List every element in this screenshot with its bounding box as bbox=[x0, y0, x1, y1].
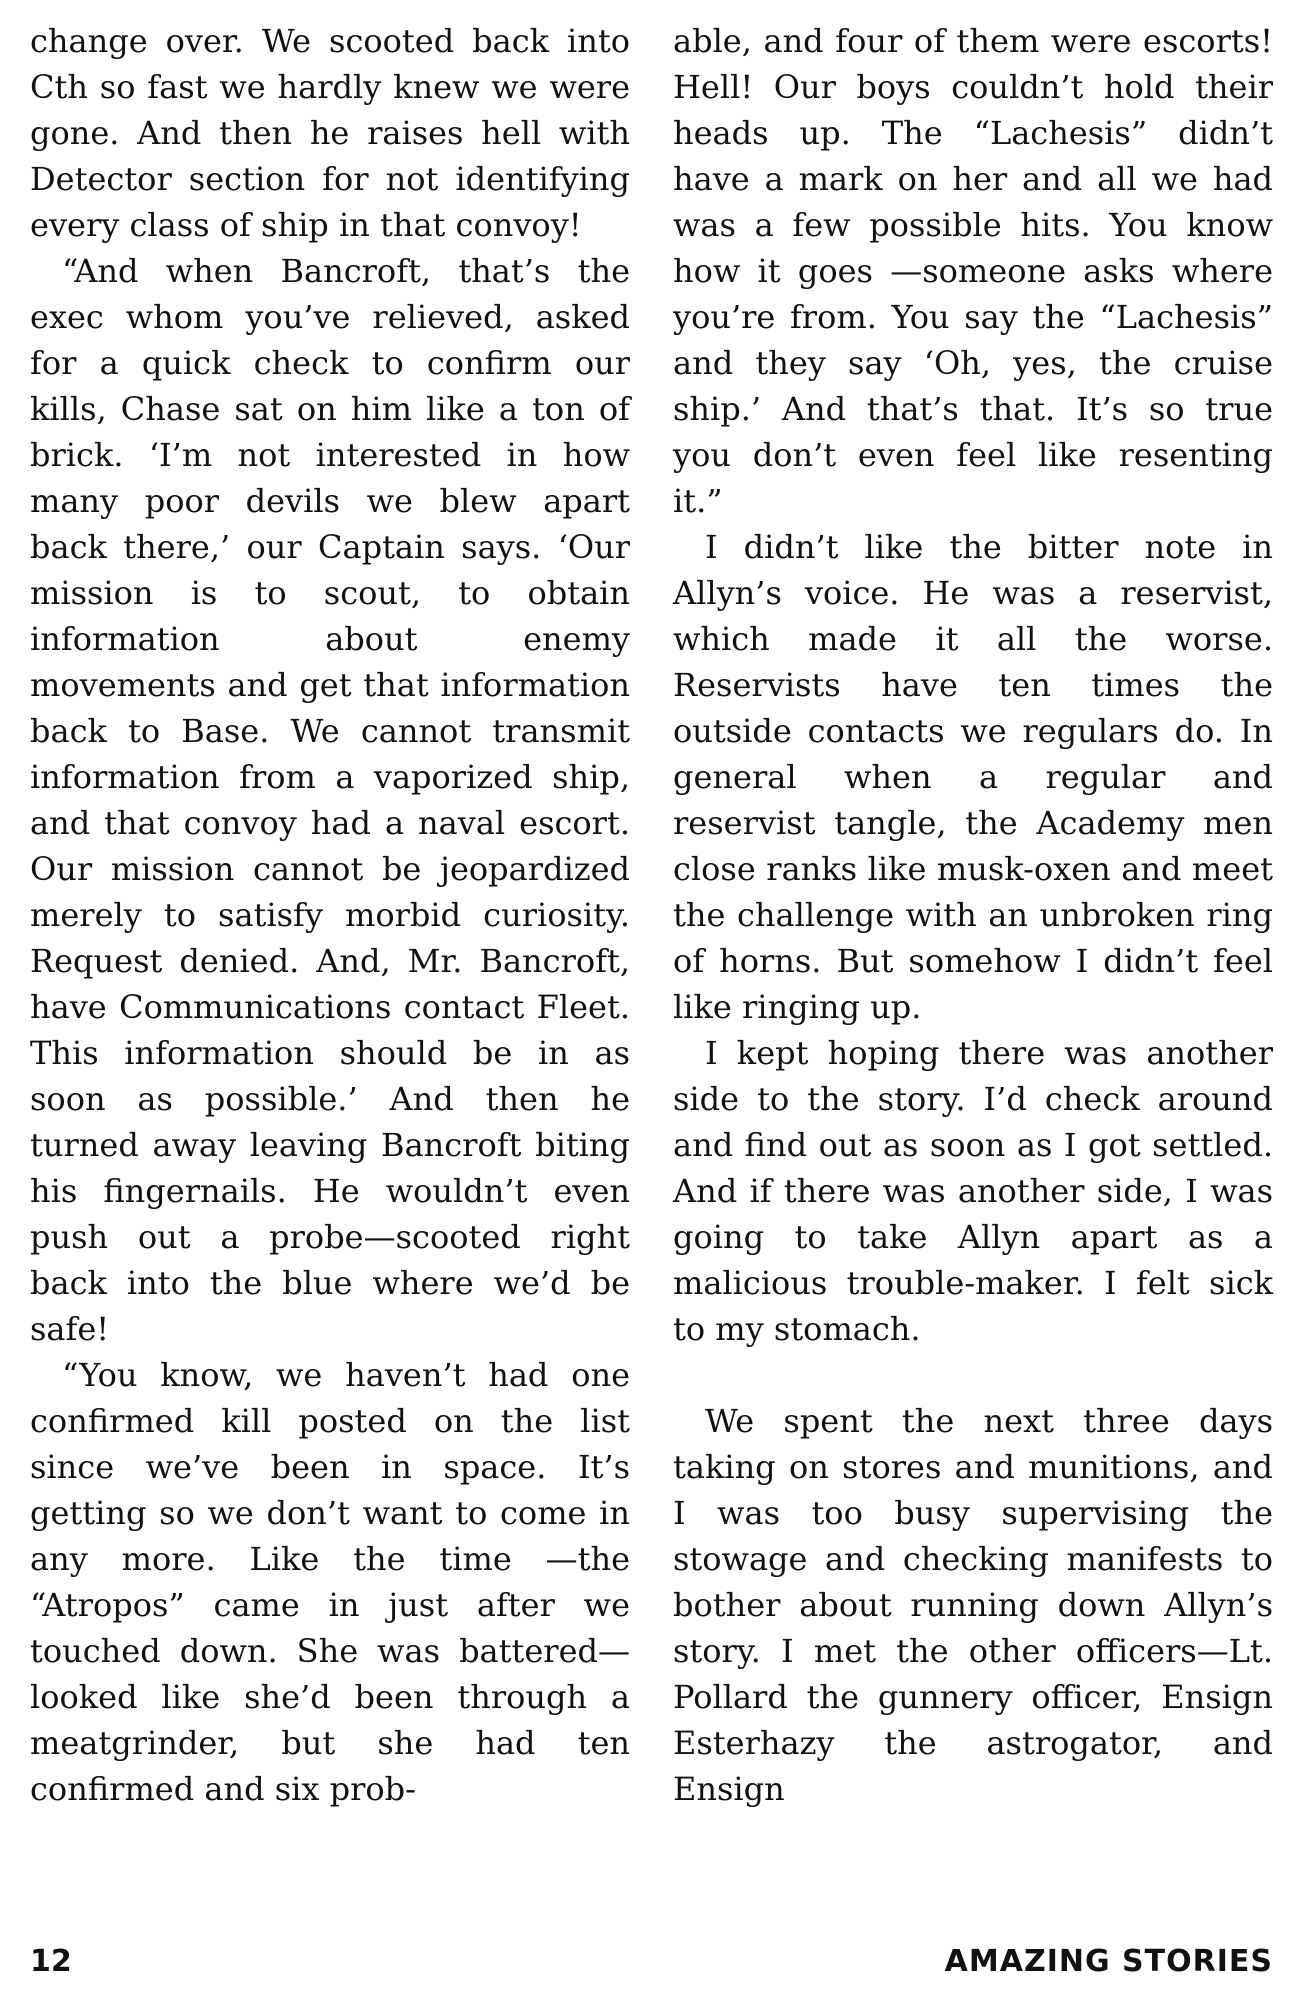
paragraph: We spent the next three days taking on stores and munitions, and I was too busy supervising the stowage and checking manifests to bother about running down Allyn’s story. I met the other officers—Lt. Pollard the gunnery officer, Ensign Esterhazy the astrogator, and Ensign bbox=[673, 1402, 1273, 1808]
paragraph: “And when Bancroft, that’s the exec whom you’ve relieved, asked for a quick check to confirm our kills, Chase sat on him like a ton of brick. ‘I’m not interested in how many poor devils we blew apart back there,’ our Captain says. ‘Our mission is to scout, to obtain information about enemy movements and get that information back to Base. We cannot transmit information from a vaporized ship, and that convoy had a naval escort. Our mission cannot be jeopardized merely to satisfy morbid curiosity. Request denied. And, Mr. Bancroft, have Communications contact Fleet. This information should be in as soon as possible.’ And then he turned away leaving Bancroft biting his fingernails. He wouldn’t even push out a probe—scooted right back into the blue where we’d be safe! bbox=[30, 252, 630, 1348]
paragraph: change over. We scooted back into Cth so fast we hardly knew we were gone. And then he raises hell with Detector section for not identifying every class of ship in that convoy! bbox=[30, 22, 630, 244]
paragraph: able, and four of them were escorts! Hell! Our boys couldn’t hold their heads up. The “Lachesis” didn’t have a mark on her and all we had was a few possible hits. You know how it goes —someone asks where you’re from. You say the “Lachesis” and they say ‘Oh, yes, the cruise ship.’ And that’s that. It’s so true you don’t even feel like resenting it.” bbox=[673, 22, 1273, 520]
paragraph: I kept hoping there was another side to the story. I’d check around and find out as soon as I got settled. And if there was another side, I was going to take Allyn apart as a malicious trouble-maker. I felt sick to my stomach. bbox=[673, 1034, 1273, 1348]
page-number: 12 bbox=[30, 1944, 72, 1979]
paragraph: “You know, we haven’t had one confirmed kill posted on the list since we’ve been in space. It’s getting so we don’t want to come in any more. Like the time —the “Atropos” came in just after we touched down. She was battered—looked like she’d been through a meatgrinder, but she had ten confirmed and six prob- bbox=[30, 1356, 630, 1808]
running-title: AMAZING STORIES bbox=[944, 1944, 1273, 1979]
paragraph: I didn’t like the bitter note in Allyn’s voice. He was a reservist, which made it all the worse. Reservists have ten times the outside contacts we regulars do. In general when a regular and reservist tangle, the Academy men close ranks like musk-oxen and meet the challenge with an unbroken ring of horns. But somehow I didn’t feel like ringing up. bbox=[673, 528, 1273, 1026]
left-text-column bbox=[30, 18, 630, 1812]
right-text-column bbox=[673, 18, 1273, 1812]
